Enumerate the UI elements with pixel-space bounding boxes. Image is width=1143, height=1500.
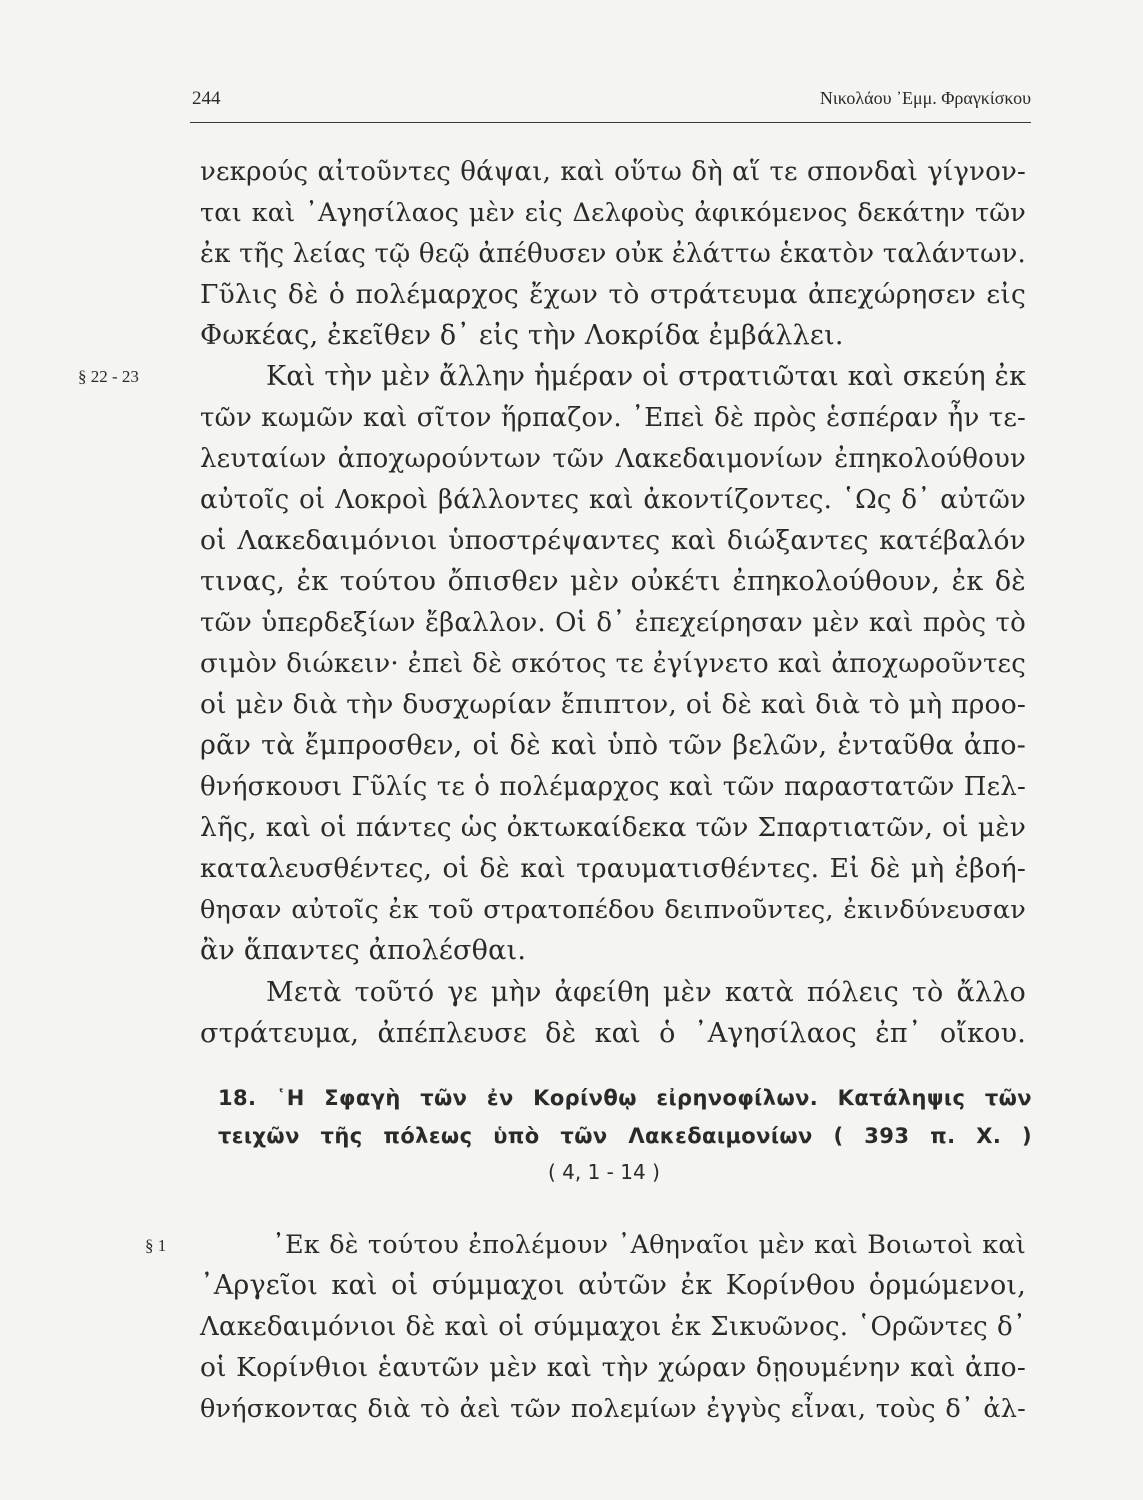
running-head: Νικολάου ᾿Εμμ. Φραγκίσκου	[819, 88, 1031, 108]
text-line: θνήσκουσι Γῦλίς τε ὁ πολέμαρχος καὶ τῶν παραστατῶν Πελ-	[200, 772, 1026, 802]
text-line: οἱ Κορίνθιοι ἑαυτῶν μὲν καὶ τὴν χώραν δῃουμένην καὶ ἀπο-	[200, 1352, 1026, 1383]
section-title: τειχῶν τῆς πόλεως ὑπὸ τῶν Λακεδαιμονίων ( 393 π. Χ. )	[218, 1124, 1032, 1148]
text-line: ται καὶ ᾿Αγησίλαος μὲν εἰς Δελφοὺς ἀφικόμενος δεκάτην τῶν	[200, 198, 1026, 228]
text-line: αὐτοῖς οἱ Λοκροὶ βάλλοντες καὶ ἀκοντίζοντες. ῾Ως δ᾿ αὐτῶν	[200, 485, 1026, 515]
margin-reference: § 22 - 23	[78, 367, 139, 386]
text-line: Φωκέας, ἐκεῖθεν δ᾿ εἰς τὴν Λοκρίδα ἐμβάλλει.	[200, 320, 844, 351]
text-line: Γῦλις δὲ ὁ πολέμαρχος ἔχων τὸ στράτευμα ἀπεχώρησεν εἰς	[200, 279, 1026, 310]
text-line: Καὶ τὴν μὲν ἄλλην ἡμέραν οἱ στρατιῶται καὶ σκεύη ἐκ	[266, 361, 1027, 392]
text-line: ἂν ἅπαντες ἀπολέσθαι.	[200, 935, 527, 966]
section-title: 18. ῾Η Σφαγὴ τῶν ἐν Κορίνθῳ εἰρηνοφίλων. Κατάληψις τῶν	[218, 1086, 1032, 1110]
text-line: σιμὸν διώκειν· ἐπεὶ δὲ σκότος τε ἐγίγνετο καὶ ἀποχωροῦντες	[200, 649, 1026, 679]
page-header	[190, 82, 1031, 123]
text-line: ᾿Αργεῖοι καὶ οἱ σύμμαχοι αὐτῶν ἐκ Κορίνθου ὁρμώμενοι,	[200, 1270, 1026, 1301]
text-line: λῆς, καὶ οἱ πάντες ὡς ὀκτωκαίδεκα τῶν Σπαρτιατῶν, οἱ μὲν	[200, 812, 1026, 843]
text-line: ᾿Εκ δὲ τούτου ἐπολέμουν ᾿Αθηναῖοι μὲν καὶ Βοιωτοὶ καὶ	[272, 1230, 1026, 1260]
text-line: Λακεδαιμόνιοι δὲ καὶ οἱ σύμμαχοι ἐκ Σικυῶνος. ῾Ορῶντες δ᾿	[200, 1312, 1026, 1342]
text-line: λευταίων ἀποχωρούντων τῶν Λακεδαιμονίων ἐπηκολούθουν	[200, 444, 1026, 474]
text-line: θησαν αὐτοῖς ἐκ τοῦ στρατοπέδου δειπνοῦντες, ἐκινδύνευσαν	[200, 895, 1026, 925]
text-line: τινας, ἐκ τούτου ὄπισθεν μὲν οὐκέτι ἐπηκολούθουν, ἐκ δὲ	[200, 566, 1026, 597]
margin-reference: § 1	[145, 1236, 167, 1255]
text-line: τῶν κωμῶν καὶ σῖτον ἥρπαζον. ᾿Επεὶ δὲ πρὸς ἑσπέραν ἦν τε-	[200, 403, 1026, 433]
text-line: ἐκ τῆς λείας τῷ θεῷ ἀπέθυσεν οὐκ ἐλάττω ἑκατὸν ταλάντων.	[200, 239, 1026, 269]
text-line: Μετὰ τοῦτό γε μὴν ἀφείθη μὲν κατὰ πόλεις τὸ ἄλλο	[266, 977, 1026, 1008]
text-line: οἱ Λακεδαιμόνιοι ὑποστρέψαντες καὶ διώξαντες κατέβαλόν	[200, 525, 1026, 556]
text-line: θνήσκοντας διὰ τὸ ἀεὶ τῶν πολεμίων ἐγγὺς εἶναι, τοὺς δ᾿ ἀλ-	[200, 1394, 1026, 1424]
page-number: 244	[192, 88, 221, 109]
text-line: στράτευμα, ἀπέπλευσε δὲ καὶ ὁ ᾿Αγησίλαος ἐπ᾿ οἴκου.	[200, 1018, 1026, 1049]
text-line: ρᾶν τὰ ἔμπροσθεν, οἱ δὲ καὶ ὑπὸ τῶν βελῶν, ἐνταῦθα ἀπο-	[200, 730, 1026, 761]
section-reference: ( 4, 1 - 14 )	[548, 1160, 660, 1184]
text-line: τῶν ὑπερδεξίων ἔβαλλον. Οἱ δ᾿ ἐπεχείρησαν μὲν καὶ πρὸς τὸ	[200, 608, 1026, 638]
text-line: οἱ μὲν διὰ τὴν δυσχωρίαν ἔπιπτον, οἱ δὲ καὶ διὰ τὸ μὴ προο-	[200, 689, 1026, 720]
text-line: νεκρούς αἰτοῦντες θάψαι, καὶ οὕτω δὴ αἵ τε σπονδαὶ γίγνον-	[200, 157, 1026, 187]
text-line: καταλευσθέντες, οἱ δὲ καὶ τραυματισθέντες. Εἰ δὲ μὴ ἐβοή-	[200, 853, 1026, 884]
